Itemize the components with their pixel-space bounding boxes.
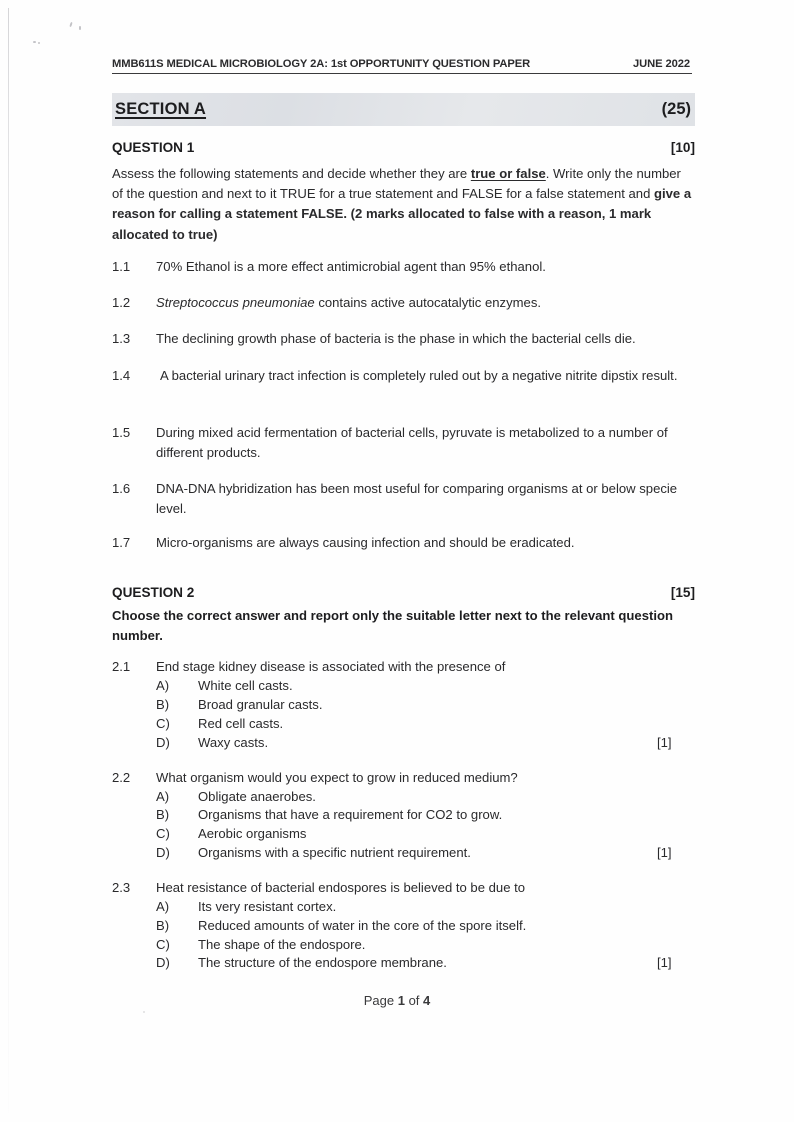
- scan-speck: [69, 22, 72, 27]
- mcq-option-letter: C): [156, 826, 170, 841]
- scan-speck: [33, 41, 36, 43]
- mcq-option-text: Obligate anaerobes.: [198, 789, 316, 804]
- mcq-option-text: Organisms that have a requirement for CO2 to grow.: [198, 807, 503, 822]
- mcq-stem-row: [112, 879, 697, 898]
- mcq-option-letter: D): [156, 735, 170, 750]
- question2-instruction: Choose the correct answer and report only the suitable letter next to the relevant question number.: [112, 608, 673, 643]
- mcq-option[interactable]: [112, 917, 697, 936]
- mcq-option-text: Organisms with a specific nutrient requirement.: [198, 845, 471, 860]
- mcq-stem: Heat resistance of bacterial endospores is believed to be due to: [156, 880, 526, 895]
- statement-row: [112, 257, 697, 277]
- mcq-item-mark: [1]: [657, 845, 672, 860]
- question1-heading: QUESTION 1: [112, 140, 195, 155]
- scan-speck: [79, 26, 81, 30]
- mcq-option[interactable]: [112, 844, 697, 863]
- statement-text: Micro-organisms are always causing infection and should be eradicated.: [156, 535, 575, 550]
- statement-text: 70% Ethanol is a more effect antimicrobial agent than 95% ethanol.: [156, 259, 546, 274]
- mcq-number: 2.3: [112, 880, 131, 895]
- mcq-stem-row: [112, 658, 697, 677]
- mcq-stem-row: [112, 769, 697, 788]
- footer-total-pages: 4: [423, 993, 431, 1008]
- mcq-option-letter: C): [156, 716, 170, 731]
- mcq-option-text: Reduced amounts of water in the core of the spore itself.: [198, 918, 527, 933]
- mcq-stem: What organism would you expect to grow in reduced medium?: [156, 770, 518, 785]
- mcq-number: 2.1: [112, 659, 131, 674]
- mcq-item-mark: [1]: [657, 955, 672, 970]
- mcq-option[interactable]: [112, 696, 697, 715]
- statement-row: [112, 533, 697, 553]
- statement-number: 1.2: [112, 295, 131, 310]
- mcq-option[interactable]: [112, 936, 697, 955]
- mcq-option[interactable]: [112, 734, 697, 753]
- mcq-option-text: Aerobic organisms: [198, 826, 307, 841]
- mcq-option-letter: A): [156, 789, 170, 804]
- scan-speck: [143, 1011, 145, 1013]
- mcq-option-text: The structure of the endospore membrane.: [198, 955, 447, 970]
- mcq-option[interactable]: [112, 954, 697, 973]
- mcq-number: 2.2: [112, 770, 131, 785]
- mcq-option-letter: C): [156, 937, 170, 952]
- statement-text: During mixed acid fermentation of bacterial cells, pyruvate is metabolized to a number of different products.: [156, 425, 668, 461]
- section-title: SECTION A: [115, 100, 207, 118]
- q1-instruction-bold: give a reason for calling a statement FALSE. (2 marks allocated to false with a reason, 1 mark allocated to true): [112, 186, 692, 242]
- statement-number: 1.7: [112, 535, 131, 550]
- mcq-option[interactable]: [112, 715, 697, 734]
- q1-instruction-underlined: true or false: [470, 166, 546, 181]
- q1-instruction-part1: Assess the following statements and decide whether they are: [112, 166, 471, 181]
- section-marks: (25): [661, 100, 691, 118]
- mcq-option[interactable]: [112, 825, 697, 844]
- question2-heading: QUESTION 2: [112, 585, 195, 600]
- statement-row: [112, 293, 697, 313]
- mcq-option-text: Broad granular casts.: [198, 697, 323, 712]
- question1-instruction: [112, 164, 692, 245]
- statement-row: [112, 423, 697, 463]
- mcq-option-letter: B): [156, 697, 170, 712]
- page-footer: [0, 993, 794, 1008]
- question2-marks: [15]: [670, 585, 695, 600]
- q1-instruction-part2: . Write only the number of the question and next to it TRUE for a true statement and FALSE for a false statement and: [112, 166, 681, 202]
- mcq-option[interactable]: [112, 788, 697, 807]
- mcq-item-mark: [1]: [657, 735, 672, 750]
- footer-page-number: 1: [397, 993, 405, 1008]
- running-head-left: MMB611S MEDICAL MICROBIOLOGY 2A: 1st OPPORTUNITY QUESTION PAPER: [112, 58, 531, 70]
- statement-number: 1.6: [112, 481, 131, 496]
- question2-heading-row: [112, 585, 695, 600]
- scan-edge-artifact: [8, 8, 9, 1113]
- statement-text: [156, 293, 697, 313]
- statement-row: [112, 329, 697, 349]
- footer-middle: of: [404, 993, 424, 1008]
- statement-text-rest: contains active autocatalytic enzymes.: [314, 295, 542, 310]
- mcq-option-text: The shape of the endospore.: [198, 937, 366, 952]
- mcq-option-letter: B): [156, 918, 170, 933]
- statement-row: [112, 479, 697, 519]
- mcq-option[interactable]: [112, 677, 697, 696]
- mcq-option[interactable]: [112, 806, 697, 825]
- statement-italic-species: Streptococcus pneumoniae: [156, 295, 315, 310]
- mcq-option-text: Its very resistant cortex.: [198, 899, 337, 914]
- mcq-option-text: White cell casts.: [198, 678, 293, 693]
- statement-row: [112, 366, 697, 386]
- running-head-right: JUNE 2022: [633, 58, 690, 70]
- mcq-option-letter: A): [156, 678, 170, 693]
- question1-marks: [10]: [670, 140, 695, 155]
- mcq-option-text: Red cell casts.: [198, 716, 284, 731]
- mcq-option-letter: D): [156, 955, 170, 970]
- statement-number: 1.5: [112, 425, 131, 440]
- footer-prefix: Page: [363, 993, 398, 1008]
- section-banner: [112, 93, 695, 126]
- scan-speck: [38, 42, 40, 44]
- question1-heading-row: [112, 140, 695, 155]
- statement-number: 1.1: [112, 259, 131, 274]
- statement-number: 1.3: [112, 331, 131, 346]
- mcq-option[interactable]: [112, 898, 697, 917]
- mcq-stem: End stage kidney disease is associated with the presence of: [156, 659, 506, 674]
- mcq-option-letter: D): [156, 845, 170, 860]
- statement-text: A bacterial urinary tract infection is completely ruled out by a negative nitrite dipstix result.: [160, 368, 678, 383]
- statement-text: The declining growth phase of bacteria is the phase in which the bacterial cells die.: [156, 331, 636, 346]
- statement-number: 1.4: [112, 368, 131, 383]
- mcq-option-text: Waxy casts.: [198, 735, 269, 750]
- mcq-option-letter: B): [156, 807, 170, 822]
- statement-text: DNA-DNA hybridization has been most useful for comparing organisms at or below specie level.: [156, 481, 678, 517]
- running-head: [112, 58, 692, 74]
- mcq-option-letter: A): [156, 899, 170, 914]
